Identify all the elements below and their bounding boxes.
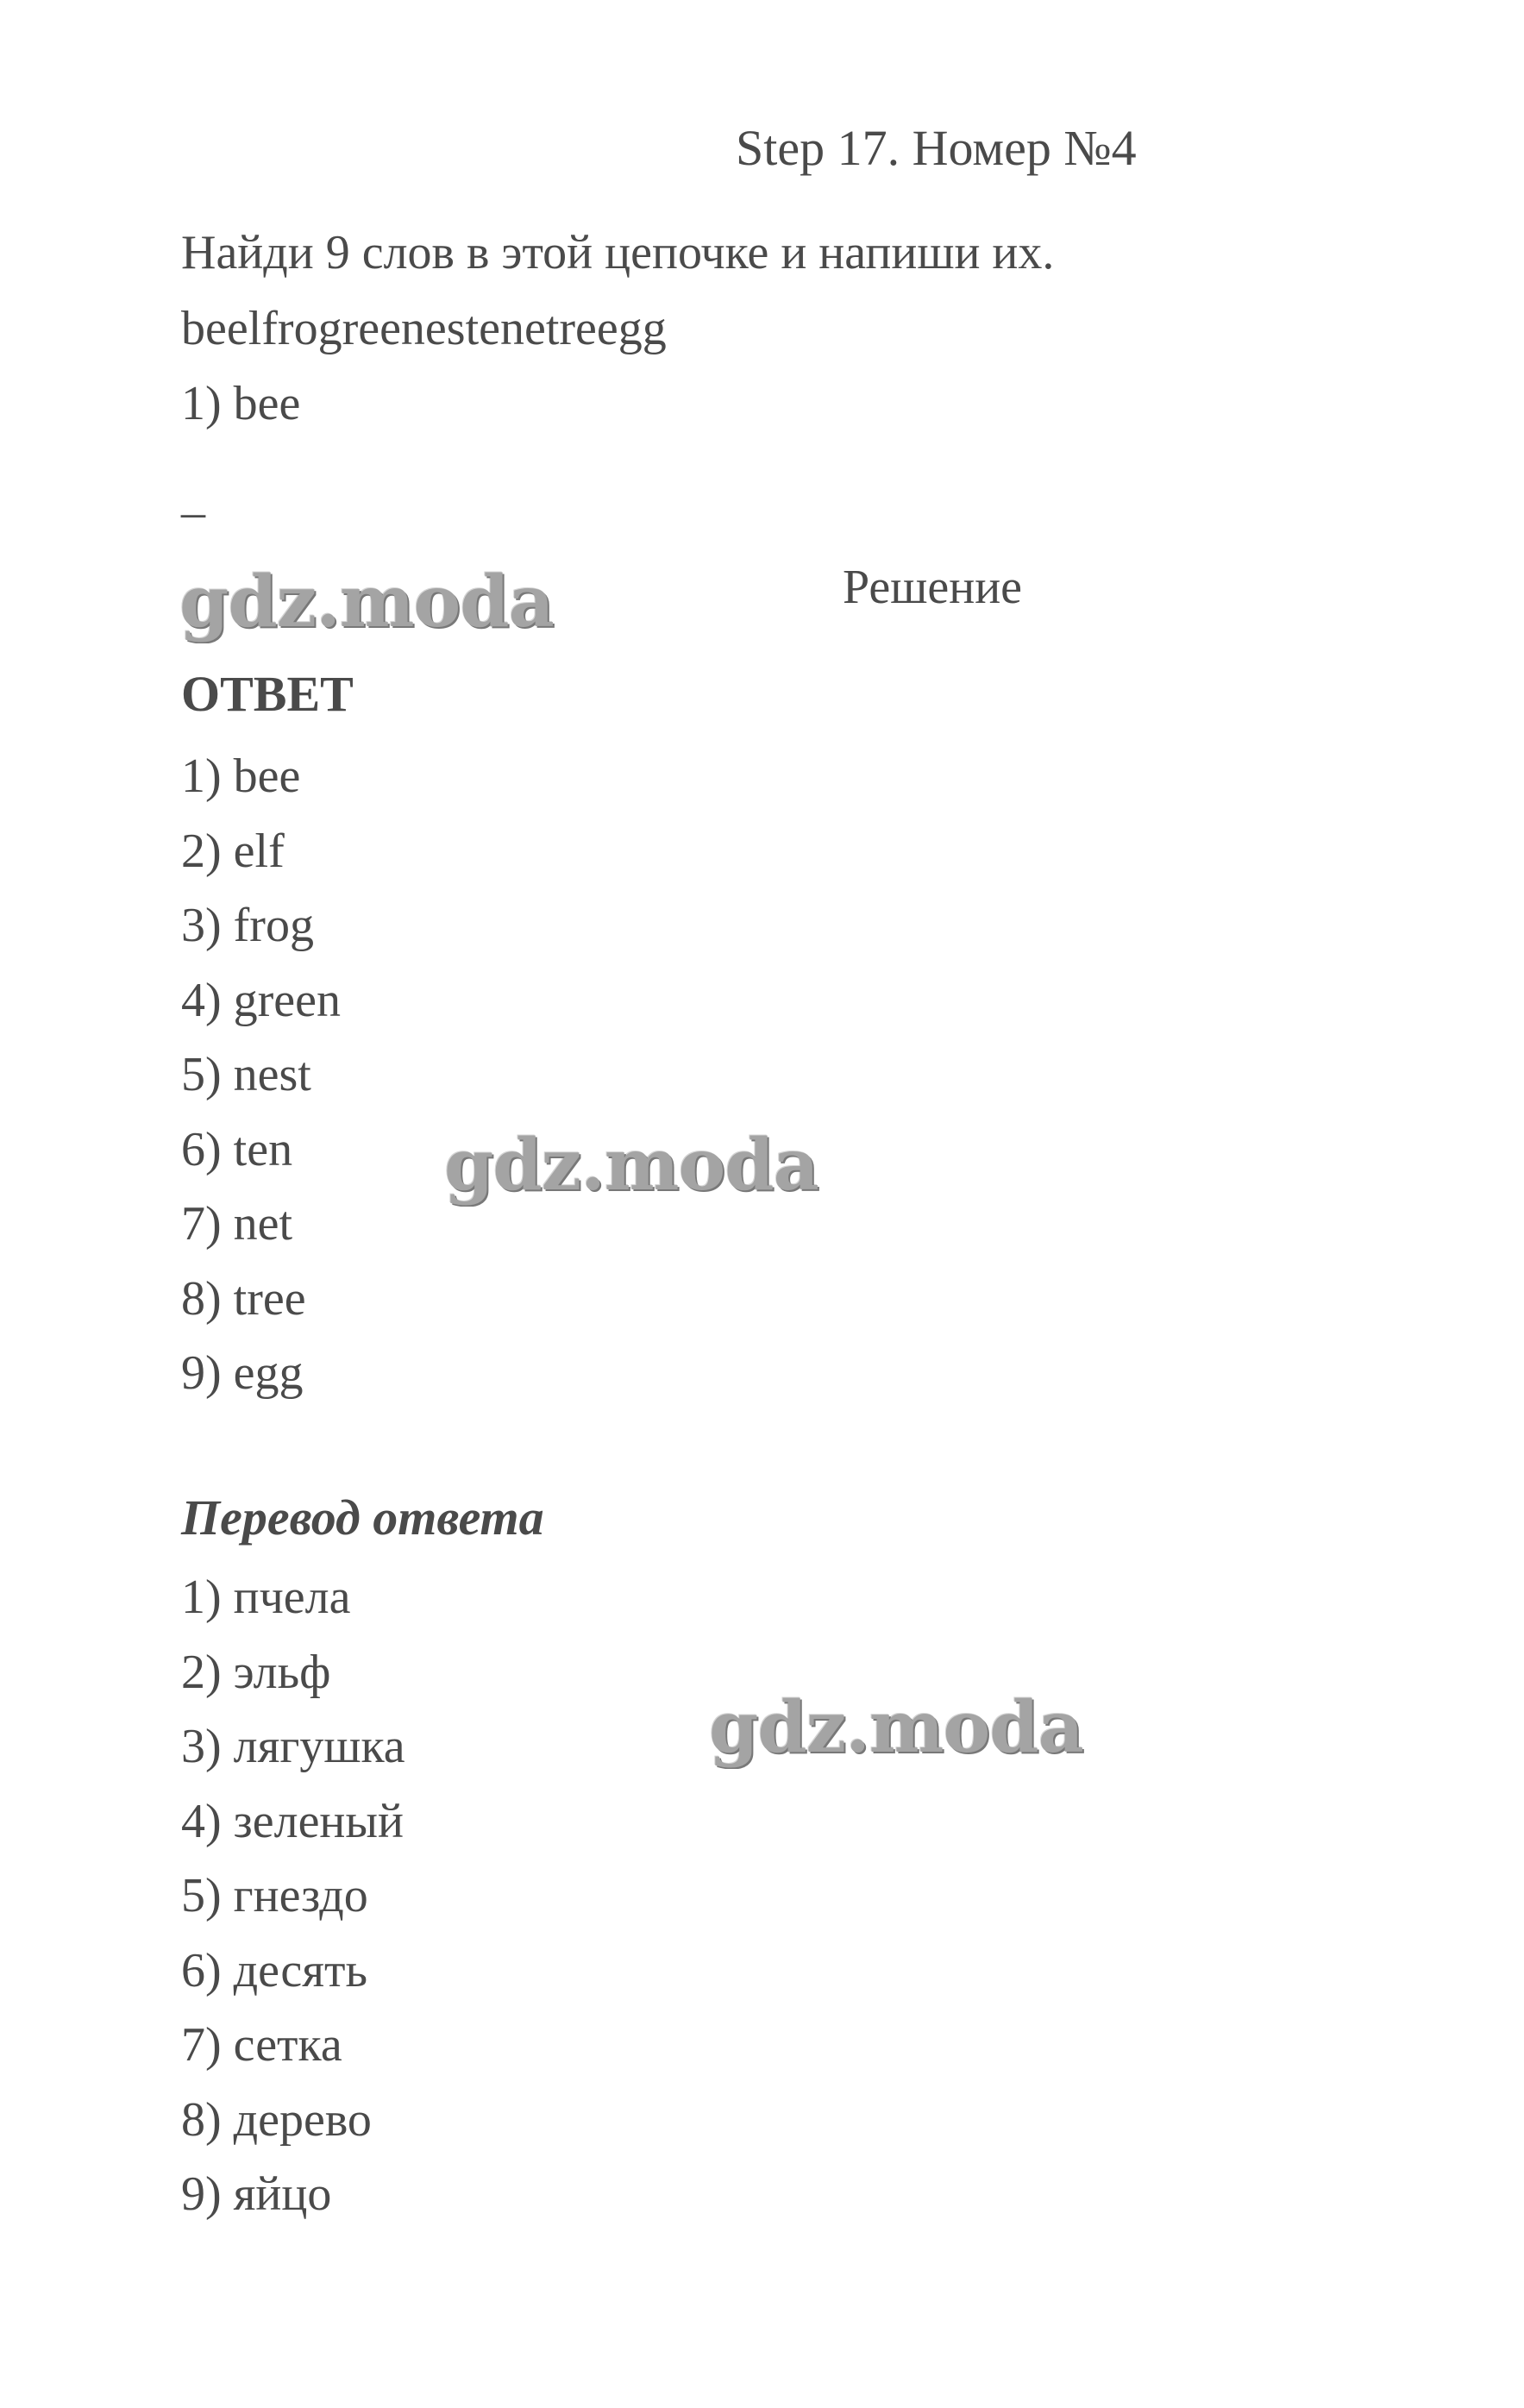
answer-item: 2) elf: [181, 824, 285, 878]
answer-item: 7) net: [181, 1197, 293, 1251]
translation-item: 1) пчела: [181, 1571, 351, 1624]
answer-item: 6) ten: [181, 1122, 293, 1176]
answer-item: 9) egg: [181, 1346, 304, 1400]
translation-item: 2) эльф: [181, 1645, 331, 1699]
translation-item: 9) яйцо: [181, 2167, 332, 2221]
watermark: gdz.moda: [444, 1124, 818, 1207]
translation-item: 6) десять: [181, 1943, 368, 1997]
answer-item: 5) nest: [181, 1048, 311, 1101]
translation-list: [181, 1560, 405, 2232]
task-example: 1) bee: [181, 377, 301, 430]
solution-label: Решение: [843, 561, 1023, 614]
answer-item: 1) bee: [181, 749, 301, 803]
watermark: gdz.moda: [709, 1686, 1083, 1769]
task-instruction: Найди 9 слов в этой цепочке и напиши их.: [181, 226, 1055, 279]
letter-chain: beelfrogreenestenetreegg: [181, 302, 667, 355]
translation-item: 3) лягушка: [181, 1720, 405, 1773]
answer-heading: ОТВЕТ: [181, 666, 354, 722]
translation-item: 4) зеленый: [181, 1794, 404, 1848]
translation-item: 8) дерево: [181, 2092, 372, 2147]
page-title: Step 17. Номер №4: [736, 120, 1137, 176]
answer-item: 8) tree: [181, 1271, 306, 1326]
translation-item: 7) сетка: [181, 2018, 342, 2072]
answer-list: [181, 739, 341, 1411]
task-dash: _: [181, 469, 205, 523]
answer-item: 4) green: [181, 973, 342, 1027]
answer-item: 3) frog: [181, 899, 314, 952]
translation-item: 5) гнездо: [181, 1869, 368, 1922]
translation-heading: Перевод ответа: [181, 1489, 544, 1546]
watermark: gdz.moda: [179, 561, 554, 643]
